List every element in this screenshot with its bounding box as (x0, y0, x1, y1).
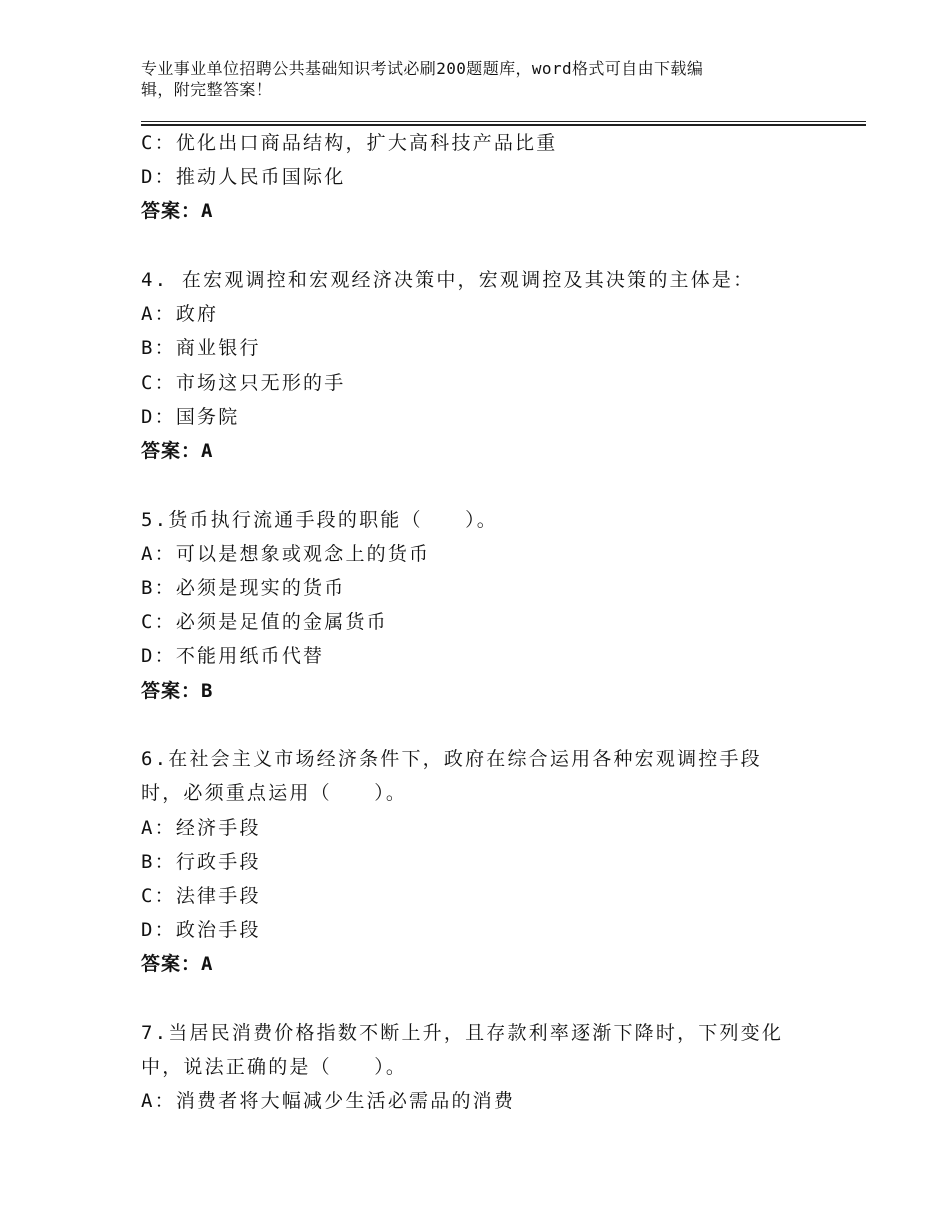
answer-label: 答案：A (141, 200, 214, 223)
option-b: B：必须是现实的货币 (141, 577, 346, 600)
document-body (141, 126, 821, 1119)
question-stem: 4. 在宏观调控和宏观经济决策中，宏观调控及其决策的主体是： (141, 269, 755, 291)
option-d: D：不能用纸币代替 (141, 645, 325, 668)
option-a: A：经济手段 (141, 816, 261, 839)
question-6 (141, 742, 821, 981)
question-3-continuation (141, 126, 821, 229)
question-5 (141, 503, 821, 708)
question-4 (141, 263, 821, 468)
question-stem-line-2: 中，说法正确的是（ ）。 (141, 1056, 408, 1079)
header-line-2: 辑，附完整答案！ (141, 80, 273, 99)
option-d: D：国务院 (141, 405, 240, 428)
question-7 (141, 1016, 821, 1119)
option-a: A：政府 (141, 303, 219, 326)
option-b: B：行政手段 (141, 850, 261, 873)
option-b: B：商业银行 (141, 337, 261, 360)
answer-label: 答案：B (141, 679, 214, 702)
option-c: C：必须是足值的金属货币 (141, 611, 388, 634)
option-a: A：可以是想象或观念上的货币 (141, 542, 431, 565)
option-d: D：推动人民币国际化 (141, 166, 346, 189)
question-stem: 5.货币执行流通手段的职能（ ）。 (141, 508, 498, 531)
option-c: C：市场这只无形的手 (141, 371, 346, 394)
page-header (141, 58, 801, 100)
question-stem-line-1: 6.在社会主义市场经济条件下，政府在综合运用各种宏观调控手段 (141, 748, 762, 771)
question-stem-line-1: 7.当居民消费价格指数不断上升，且存款利率逐渐下降时，下列变化 (141, 1022, 784, 1045)
option-c: C：优化出口商品结构，扩大高科技产品比重 (141, 132, 558, 154)
option-d: D：政治手段 (141, 919, 261, 942)
answer-label: 答案：A (141, 953, 214, 976)
question-stem-line-2: 时，必须重点运用（ ）。 (141, 782, 408, 805)
answer-label: 答案：A (141, 440, 214, 463)
option-c: C：法律手段 (141, 885, 261, 908)
header-line-1: 专业事业单位招聘公共基础知识考试必刷200题题库，word格式可自由下载编 (141, 59, 704, 78)
option-a: A：消费者将大幅减少生活必需品的消费 (141, 1090, 516, 1113)
